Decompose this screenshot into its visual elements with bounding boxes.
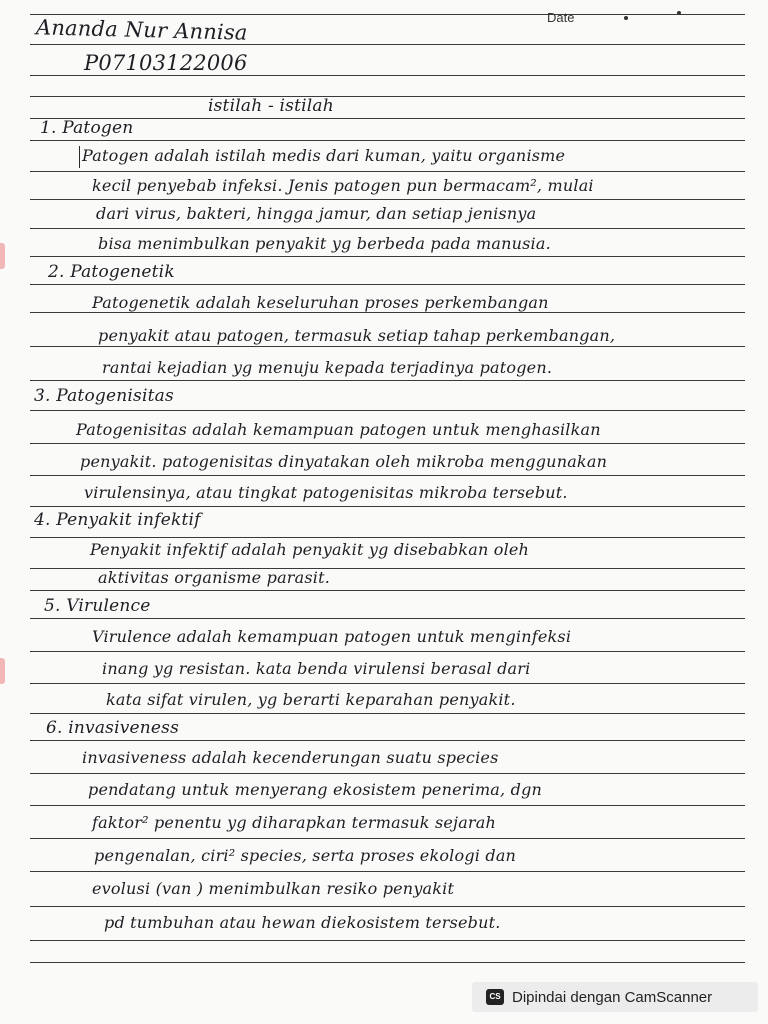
ruled-line <box>30 140 745 141</box>
ruled-line <box>30 773 745 774</box>
ruled-line <box>30 871 745 872</box>
ruled-line <box>30 838 745 839</box>
section-line: kecil penyebab infeksi. Jenis patogen pun bermacam², mulai <box>92 176 594 195</box>
margin-bracket <box>79 146 80 168</box>
section-line: pd tumbuhan atau hewan diekosistem tersebut. <box>104 913 501 932</box>
section-heading: 5. Virulence <box>44 596 151 616</box>
ruled-line <box>30 346 745 347</box>
ruled-line <box>30 940 745 941</box>
section-line: bisa menimbulkan penyakit yg berbeda pada manusia. <box>98 234 551 253</box>
ruled-line <box>30 171 745 172</box>
ruled-line <box>30 651 745 652</box>
ruled-line <box>30 590 745 591</box>
ruled-line <box>30 256 745 257</box>
ruled-line <box>30 906 745 907</box>
ruled-line <box>30 475 745 476</box>
date-dot <box>624 16 628 20</box>
section-line: inang yg resistan. kata benda virulensi berasal dari <box>102 659 531 678</box>
section-line: pendatang untuk menyerang ekosistem penerima, dgn <box>88 780 543 799</box>
section-line: pengenalan, ciri² species, serta proses ekologi dan <box>94 846 517 865</box>
section-line: invasiveness adalah kecenderungan suatu species <box>82 748 499 767</box>
section-heading: 3. Patogenisitas <box>34 386 174 406</box>
ruled-line <box>30 740 745 741</box>
section-line: Virulence adalah kemampuan patogen untuk menginfeksi <box>92 627 572 646</box>
ruled-line <box>30 75 745 76</box>
student-id: P07103122006 <box>84 51 248 75</box>
section-line: kata sifat virulen, yg berarti keparahan penyakit. <box>106 690 516 709</box>
ruled-line <box>30 443 745 444</box>
date-dot <box>677 11 681 15</box>
section-line: Penyakit infektif adalah penyakit yg disebabkan oleh <box>90 540 530 559</box>
page-title: istilah - istilah <box>208 96 334 116</box>
ruled-line <box>30 284 745 285</box>
section-heading: 6. invasiveness <box>46 718 180 738</box>
ruled-line <box>30 118 745 119</box>
section-heading: 1. Patogen <box>40 118 134 138</box>
ruled-line <box>30 683 745 684</box>
ruled-line <box>30 380 745 381</box>
ruled-line <box>30 537 745 538</box>
section-line: Patogenisitas adalah kemampuan patogen untuk menghasilkan <box>76 420 601 439</box>
section-line: Patogen adalah istilah medis dari kuman, yaitu organisme <box>82 146 566 165</box>
ruled-line <box>30 713 745 714</box>
section-line: rantai kejadian yg menuju kepada terjadinya patogen. <box>102 358 553 377</box>
camscanner-watermark <box>472 982 758 1012</box>
ruled-line <box>30 199 745 200</box>
section-line: faktor² penentu yg diharapkan termasuk sejarah <box>92 813 497 832</box>
scan-edge-mark <box>0 243 5 269</box>
ruled-line <box>30 962 745 963</box>
ruled-line <box>30 312 745 313</box>
ruled-line <box>30 96 745 97</box>
ruled-line <box>30 14 745 15</box>
watermark-text: Dipindai dengan CamScanner <box>512 988 713 1006</box>
section-line: evolusi (van ) menimbulkan resiko penyakit <box>92 879 455 898</box>
section-line: Patogenetik adalah keseluruhan proses perkembangan <box>92 293 549 312</box>
student-name: Ananda Nur Annisa <box>35 15 248 45</box>
ruled-line <box>30 44 745 45</box>
section-heading: 4. Penyakit infektif <box>34 510 201 530</box>
ruled-line <box>30 506 745 507</box>
ruled-line <box>30 410 745 411</box>
scan-edge-mark <box>0 658 5 684</box>
section-heading: 2. Patogenetik <box>48 262 175 282</box>
section-line: penyakit. patogenisitas dinyatakan oleh mikroba menggunakan <box>80 452 608 471</box>
ruled-line <box>30 805 745 806</box>
date-label: Date <box>547 10 575 25</box>
ruled-line <box>30 228 745 229</box>
section-line: dari virus, bakteri, hingga jamur, dan setiap jenisnya <box>96 204 537 223</box>
section-line: penyakit atau patogen, termasuk setiap tahap perkembangan, <box>98 326 616 345</box>
ruled-line <box>30 618 745 619</box>
section-line: aktivitas organisme parasit. <box>98 568 331 587</box>
camscanner-logo-icon: CS <box>486 989 504 1005</box>
section-line: virulensinya, atau tingkat patogenisitas mikroba tersebut. <box>84 483 568 502</box>
